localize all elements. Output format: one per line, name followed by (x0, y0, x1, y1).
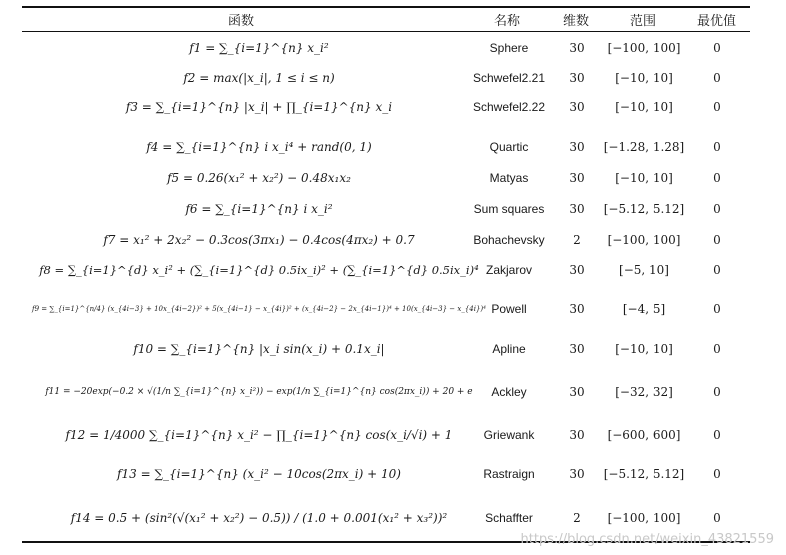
dimension-cell: 30 (569, 342, 585, 356)
dimension-cell: 30 (569, 100, 585, 114)
name-cell: Sum squares (473, 202, 545, 216)
table-row (0, 416, 786, 454)
optimum-cell: 0 (713, 41, 721, 55)
formula-cell: f6 = ∑_{i=1}^{n} i x_i² (185, 202, 333, 216)
dimension-cell: 30 (569, 202, 585, 216)
range-cell: [−100, 100] (607, 511, 681, 525)
table-row (0, 334, 786, 364)
optimum-cell: 0 (713, 202, 721, 216)
name-cell: Apline (492, 342, 526, 356)
dimension-cell: 30 (569, 263, 585, 277)
table-row (0, 252, 786, 288)
range-cell: [−32, 32] (615, 385, 673, 399)
range-cell: [−10, 10] (615, 171, 673, 185)
name-cell: Sphere (489, 41, 529, 55)
optimum-cell: 0 (713, 428, 721, 442)
optimum-cell: 0 (713, 302, 721, 316)
optimum-cell: 0 (713, 511, 721, 525)
formula-cell: f2 = max(|x_i|, 1 ≤ i ≤ n) (183, 71, 335, 85)
formula-cell: f4 = ∑_{i=1}^{n} i x_i⁴ + rand(0, 1) (146, 140, 372, 154)
range-cell: [−4, 5] (622, 302, 666, 316)
header-optimum: 最优值 (697, 13, 737, 29)
optimum-cell: 0 (713, 263, 721, 277)
formula-cell: f5 = 0.26(x₁² + x₂²) − 0.48x₁x₂ (167, 171, 351, 185)
optimum-cell: 0 (713, 385, 721, 399)
name-cell: Griewank (483, 428, 535, 442)
range-cell: [−10, 10] (615, 71, 673, 85)
table-row (0, 167, 786, 189)
table-header-rule (22, 31, 750, 32)
name-cell: Rastraign (483, 467, 535, 481)
formula-cell: f7 = x₁² + 2x₂² − 0.3cos(3πx₁) − 0.4cos(4πx₂) + 0.7 (103, 233, 415, 247)
range-cell: [−5.12, 5.12] (603, 467, 685, 481)
dimension-cell: 30 (569, 41, 585, 55)
table-row (0, 291, 786, 327)
name-cell: Bohachevsky (473, 233, 545, 247)
range-cell: [−10, 10] (615, 100, 673, 114)
formula-cell: f9 = ∑_{i=1}^{n/4} (x_{4i−3} + 10x_{4i−2})² + 5(x_{4i−1} − x_{4i})² + (x_{4i−2} − 2x_{4i−1})⁴ + 10(x_{4i−3} − x_{4i})⁴ (32, 305, 486, 313)
name-cell: Powell (491, 302, 527, 316)
optimum-cell: 0 (713, 233, 721, 247)
table-row (0, 194, 786, 224)
dimension-cell: 30 (569, 171, 585, 185)
dimension-cell: 30 (569, 428, 585, 442)
range-cell: [−1.28, 1.28] (603, 140, 685, 154)
range-cell: [−5.12, 5.12] (603, 202, 685, 216)
dimension-cell: 2 (573, 233, 581, 247)
optimum-cell: 0 (713, 71, 721, 85)
formula-cell: f3 = ∑_{i=1}^{n} |x_i| + ∏_{i=1}^{n} x_i (125, 100, 393, 114)
header-name: 名称 (494, 13, 521, 29)
optimum-cell: 0 (713, 100, 721, 114)
formula-cell: f12 = 1/4000 ∑_{i=1}^{n} x_i² − ∏_{i=1}^{n} cos(x_i/√i) + 1 (65, 428, 453, 442)
dimension-cell: 30 (569, 385, 585, 399)
table-row (0, 130, 786, 164)
table-row (0, 66, 786, 90)
table-row (0, 229, 786, 251)
range-cell: [−100, 100] (607, 233, 681, 247)
watermark: https://blog.csdn.net/weixin_43821559 (520, 532, 774, 547)
dimension-cell: 2 (573, 511, 581, 525)
formula-cell: f13 = ∑_{i=1}^{n} (x_i² − 10cos(2πx_i) + 10) (117, 467, 401, 481)
formula-cell: f11 = −20exp(−0.2 × √(1/n ∑_{i=1}^{n} x_i²)) − exp(1/n ∑_{i=1}^{n} cos(2πx_i)) + 20 + e (45, 387, 473, 397)
header-dimension: 维数 (563, 13, 590, 29)
optimum-cell: 0 (713, 342, 721, 356)
table-row (0, 368, 786, 416)
optimum-cell: 0 (713, 140, 721, 154)
table-row (0, 92, 786, 122)
formula-cell: f1 = ∑_{i=1}^{n} x_i² (189, 41, 329, 55)
table-row (0, 457, 786, 491)
name-cell: Zakjarov (485, 263, 532, 277)
header-range: 范围 (630, 13, 657, 29)
dimension-cell: 30 (569, 140, 585, 154)
name-cell: Quartic (489, 140, 529, 154)
range-cell: [−10, 10] (615, 342, 673, 356)
table-row (0, 33, 786, 63)
dimension-cell: 30 (569, 302, 585, 316)
name-cell: Matyas (489, 171, 529, 185)
name-cell: Schaffter (485, 511, 533, 525)
formula-cell: f10 = ∑_{i=1}^{n} |x_i sin(x_i) + 0.1x_i| (133, 342, 385, 356)
range-cell: [−5, 10] (619, 263, 669, 277)
name-cell: Schwefel2.22 (472, 100, 546, 114)
header-function: 函数 (228, 13, 255, 29)
dimension-cell: 30 (569, 71, 585, 85)
optimum-cell: 0 (713, 467, 721, 481)
optimum-cell: 0 (713, 171, 721, 185)
formula-cell: f8 = ∑_{i=1}^{d} x_i² + (∑_{i=1}^{d} 0.5ix_i)² + (∑_{i=1}^{d} 0.5ix_i)⁴ (39, 263, 479, 277)
formula-cell: f14 = 0.5 + (sin²(√(x₁² + x₂²) − 0.5)) / (1.0 + 0.001(x₁² + x₃²))² (70, 511, 448, 525)
name-cell: Ackley (491, 385, 527, 399)
dimension-cell: 30 (569, 467, 585, 481)
name-cell: Schwefel2.21 (472, 71, 546, 85)
range-cell: [−600, 600] (607, 428, 681, 442)
range-cell: [−100, 100] (607, 41, 681, 55)
